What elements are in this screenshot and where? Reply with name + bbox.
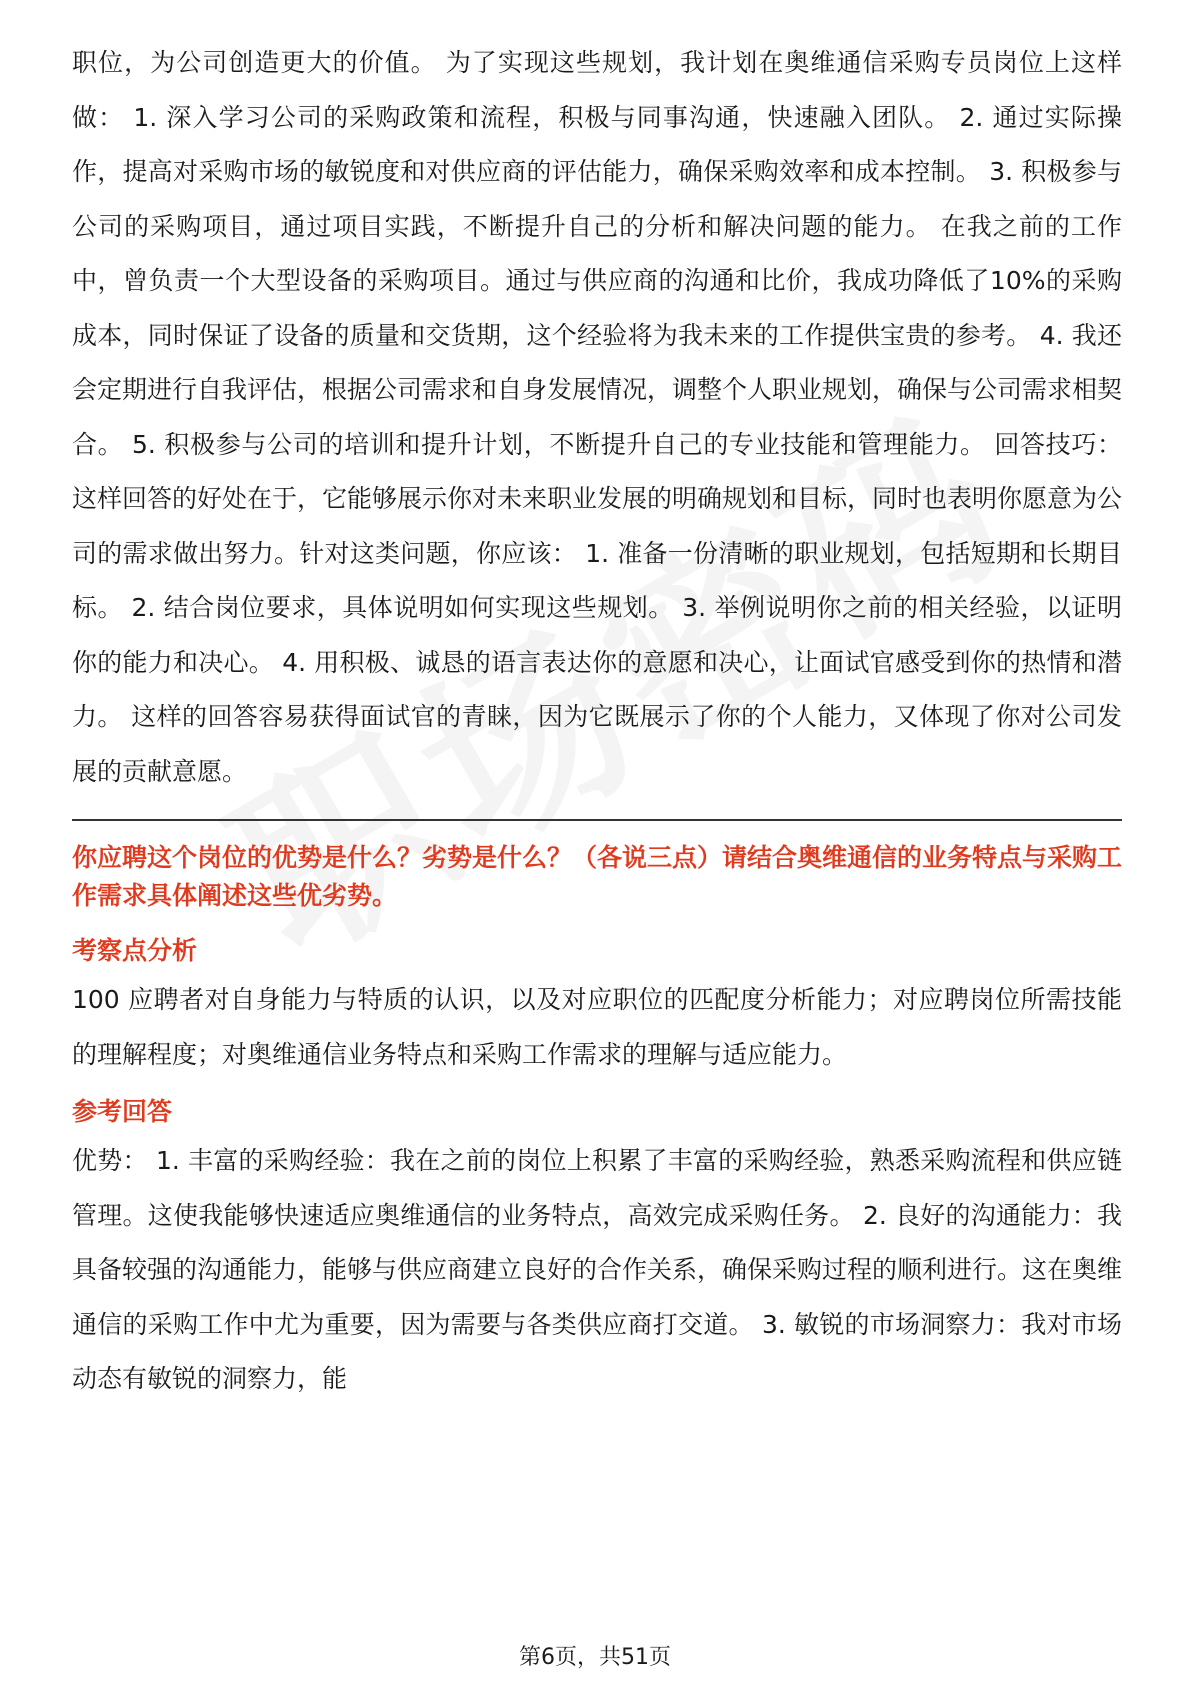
analysis-title: 考察点分析: [72, 936, 198, 965]
analysis-text: 100 应聘者对自身能力与特质的认识，以及对应职位的匹配度分析能力；对应聘岗位所需技能的理解程度；对奥维通信业务特点和采购工作需求的理解与适应能力。: [72, 985, 1122, 1069]
page-content: [72, 36, 1122, 1407]
page-footer: 第6页，共51页: [519, 1645, 671, 1670]
body-paragraph: 职位，为公司创造更大的价值。 为了实现这些规划，我计划在奥维通信采购专员岗位上这样做： 1. 深入学习公司的采购政策和流程，积极与同事沟通，快速融入团队。 2. 通过实际操作，提高对采购市场的敏锐度和对供应商的评估能力，确保采购效率和成本控制。 3. 积极参与公司的采购项目，通过项目实践，不断提升自己的分析和解决问题的能力。 在我之前的工作中，曾负责一个大型设备的采购项目。通过与供应商的沟通和比价，我成功降低了10%的采购成本，同时保证了设备的质量和交货期，这个经验将为我未来的工作提供宝贵的参考。 4. 我还会定期进行自我评估，根据公司需求和自身发展情况，调整个人职业规划，确保与公司需求相契合。 5. 积极参与公司的培训和提升计划，不断提升自己的专业技能和管理能力。 回答技巧： 这样回答的好处在于，它能够展示你对未来职业发展的明确规划和目标，同时也表明你愿意为公司的需求做出努力。针对这类问题，你应该： 1. 准备一份清晰的职业规划，包括短期和长期目标。 2. 结合岗位要求，具体说明如何实现这些规划。 3. 举例说明你之前的相关经验，以证明你的能力和决心。 4. 用积极、诚恳的语言表达你的意愿和决心，让面试官感受到你的热情和潜力。 这样的回答容易获得面试官的青睐，因为它既展示了你的个人能力，又体现了你对公司发展的贡献意愿。: [72, 48, 1123, 786]
spacer: [72, 1082, 1122, 1094]
answer-text: 优势： 1. 丰富的采购经验：我在之前的岗位上积累了丰富的采购经验，熟悉采购流程和供应链管理。这使我能够快速适应奥维通信的业务特点，高效完成采购任务。 2. 良好的沟通能力：我具备较强的沟通能力，能够与供应商建立良好的合作关系，确保采购过程的顺利进行。这在奥维通信的采购工作中尤为重要，因为需要与各类供应商打交道。 3. 敏锐的市场洞察力：我对市场动态有敏锐的洞察力，能: [72, 1146, 1123, 1393]
answer-title: 参考回答: [72, 1097, 173, 1126]
section-divider: [72, 819, 1122, 821]
question-heading: 你应聘这个岗位的优势是什么？劣势是什么？（各说三点）请结合奥维通信的业务特点与采购工作需求具体阐述这些优劣势。: [72, 843, 1123, 910]
